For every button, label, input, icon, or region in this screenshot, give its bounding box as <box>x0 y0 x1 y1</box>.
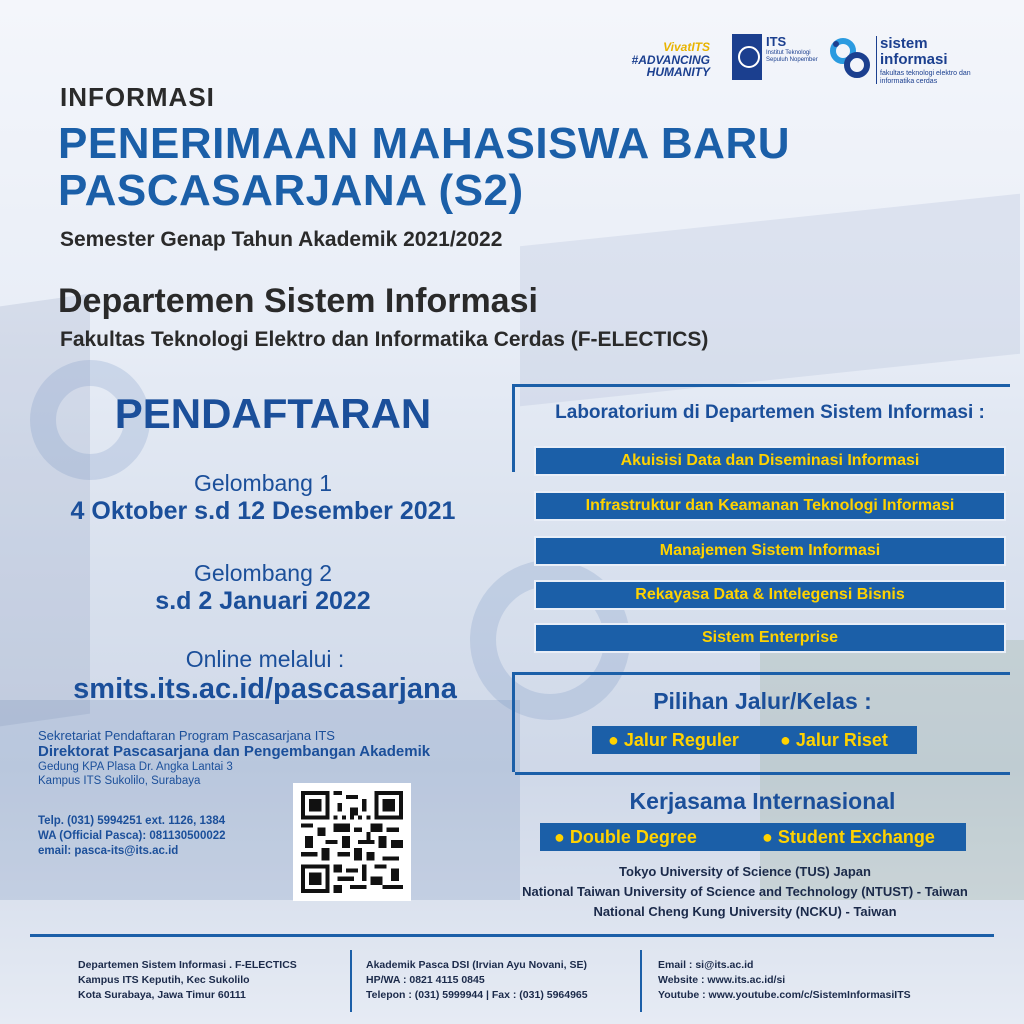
footer-dept-name: Departemen Sistem Informasi . F-ELECTICS <box>78 959 297 971</box>
tracks-title: Pilihan Jalur/Kelas : <box>653 688 872 714</box>
footer-dept-address-1: Kampus ITS Keputih, Kec Sukolilo <box>78 974 250 986</box>
department-name: Departemen Sistem Informasi <box>58 282 538 320</box>
faculty-name: Fakultas Teknologi Elektro dan Informatika Cerdas (F-ELECTICS) <box>60 328 709 351</box>
track-option-reguler: ● Jalur Reguler <box>608 730 739 750</box>
partner-universities <box>500 862 990 922</box>
si-mark-icon <box>828 36 872 80</box>
lab-item-2: Infrastruktur dan Keamanan Teknologi Informasi <box>534 491 1006 521</box>
lab-item-3: Manajemen Sistem Informasi <box>534 536 1006 566</box>
contact-whatsapp: WA (Official Pasca): 081130500022 <box>38 830 226 842</box>
wave-2-date: s.d 2 Januari 2022 <box>155 587 371 615</box>
international-bar <box>540 823 966 851</box>
secretariat-block <box>38 728 508 788</box>
column-divider-2 <box>512 672 515 772</box>
track-label-2: Jalur Riset <box>795 730 888 750</box>
humanity-text: HUMANITY <box>646 65 710 79</box>
qr-code[interactable] <box>293 783 411 901</box>
registration-heading: PENDAFTARAN <box>114 390 432 437</box>
semester-subtitle: Semester Genap Tahun Akademik 2021/2022 <box>60 228 503 251</box>
wave-1-label: Gelombang 1 <box>193 470 333 496</box>
section-divider-tracks <box>515 672 1010 675</box>
international-title: Kerjasama Internasional <box>629 788 896 814</box>
its-logo <box>732 34 818 84</box>
wave-2-label: Gelombang 2 <box>193 560 333 586</box>
contact-email[interactable]: email: pasca-its@its.ac.id <box>38 845 179 857</box>
column-divider <box>512 384 515 472</box>
title-line-1: PENERIMAAN MAHASISWA BARU <box>58 119 790 168</box>
footer-website-link[interactable]: Website : www.its.ac.id/si <box>658 974 786 986</box>
sistem-informasi-logo <box>828 34 1010 90</box>
advancing-text: #ADVANCING <box>631 53 710 67</box>
secretariat-address-1: Gedung KPA Plasa Dr. Angka Lantai 3 <box>38 761 233 773</box>
online-url-link[interactable]: smits.its.ac.id/pascasarjana <box>73 673 457 705</box>
track-option-riset: ● Jalur Riset <box>780 730 888 750</box>
footer-email-link[interactable]: Email : si@its.ac.id <box>658 959 754 971</box>
main-title <box>58 120 790 214</box>
lab-item-1: Akuisisi Data dan Diseminasi Informasi <box>534 446 1006 476</box>
university-ntust: National Taiwan University of Science and Technology (NTUST) - Taiwan <box>522 884 968 899</box>
contact-block <box>38 814 298 859</box>
footer-youtube-link[interactable]: Youtube : www.youtube.com/c/SistemInformasiITS <box>658 989 911 1001</box>
si-subtitle: fakultas teknologi elektro dan informatika cerdas <box>880 70 971 85</box>
info-label: INFORMASI <box>60 82 215 112</box>
program-label-2: Student Exchange <box>777 827 935 847</box>
title-line-2: PASCASARJANA (S2) <box>58 166 524 215</box>
online-registration <box>40 646 490 706</box>
logo-bar <box>620 34 1010 90</box>
vivat-text: VivatITS <box>663 40 710 54</box>
its-wordmark: ITS <box>766 34 787 49</box>
program-double-degree: ● Double Degree <box>554 827 697 847</box>
its-subtitle: Institut Teknologi Sepuluh Nopember <box>766 50 818 63</box>
si-wordmark-1: sistem <box>880 35 928 52</box>
tracks-bar <box>592 726 917 754</box>
footer-dept-address-2: Kota Surabaya, Jawa Timur 60111 <box>78 989 246 1001</box>
lab-item-4: Rekayasa Data & Intelegensi Bisnis <box>534 580 1006 610</box>
footer-department <box>78 958 348 1003</box>
wave-1-date: 4 Oktober s.d 12 Desember 2021 <box>70 497 456 525</box>
wave-2 <box>38 560 488 616</box>
wave-1 <box>38 470 488 526</box>
qr-code-icon <box>301 791 403 893</box>
contact-phone: Telp. (031) 5994251 ext. 1126, 1384 <box>38 815 226 827</box>
logo-divider <box>876 36 877 84</box>
vivat-its-logo <box>620 40 710 78</box>
program-student-exchange: ● Student Exchange <box>762 827 935 847</box>
its-emblem-icon <box>732 34 762 80</box>
footer-online-contact <box>658 958 998 1003</box>
si-wordmark-2: informasi <box>880 51 948 68</box>
section-divider-international <box>515 772 1010 775</box>
online-label: Online melalui : <box>185 646 345 672</box>
background-trees <box>760 640 1024 900</box>
footer-academic-telfax: Telepon : (031) 5999944 | Fax : (031) 5964965 <box>366 989 588 1001</box>
footer-academic-name: Akademik Pasca DSI (Irvian Ayu Novani, SE) <box>366 959 587 971</box>
secretariat-line-2: Direktorat Pascasarjana dan Pengembangan Akademik <box>38 743 431 760</box>
university-ncku: National Cheng Kung University (NCKU) - Taiwan <box>593 904 897 919</box>
background-roof <box>520 194 1020 407</box>
section-divider-top <box>515 384 1010 387</box>
footer-divider <box>30 934 994 937</box>
secretariat-line-1: Sekretariat Pendaftaran Program Pascasarjana ITS <box>38 728 335 743</box>
lab-item-5: Sistem Enterprise <box>534 623 1006 653</box>
labs-title: Laboratorium di Departemen Sistem Informasi : <box>555 402 985 423</box>
track-label-1: Jalur Reguler <box>623 730 739 750</box>
program-label-1: Double Degree <box>569 827 697 847</box>
university-tus: Tokyo University of Science (TUS) Japan <box>619 864 871 879</box>
footer-separator-2 <box>640 950 642 1012</box>
footer-academic-phone: HP/WA : 0821 4115 0845 <box>366 974 485 986</box>
footer-academic-contact <box>366 958 636 1003</box>
footer-separator-1 <box>350 950 352 1012</box>
secretariat-address-2: Kampus ITS Sukolilo, Surabaya <box>38 775 201 787</box>
